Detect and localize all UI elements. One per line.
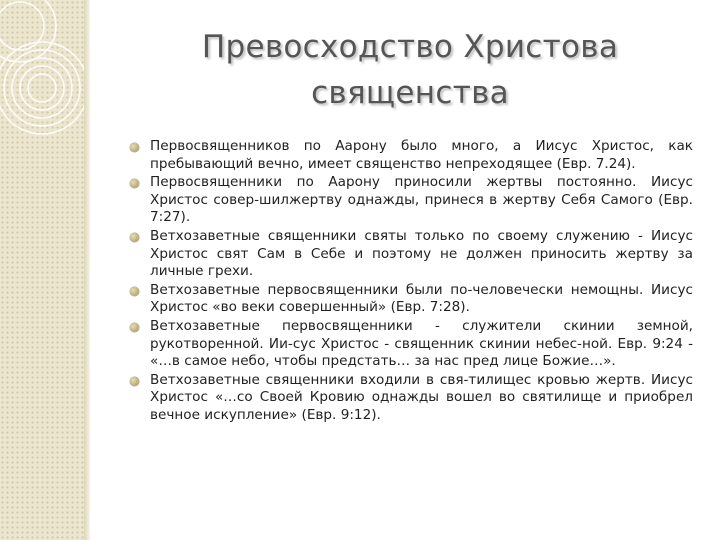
bullet-text: Ветхозаветные первосвященники были по-человечески немощны. Иисус Христос «во веки совершенный» (Евр. 7:28). [150, 281, 693, 316]
slide-title-line-1: Превосходство Христова [201, 29, 619, 65]
bullet-text: Первосвященников по Аарону было много, а Иисус Христос, как пребывающий вечно, имеет священство непреходящее (Евр. 7.24). [150, 138, 693, 172]
round-bullet-icon [130, 377, 139, 386]
slide-title [150, 24, 670, 116]
concentric-circles-decoration [0, 0, 84, 540]
bullet-text: Ветхозаветные священники святы только по своему служению - Иисус Христос свят Сам в Себе и поэтому не должен приносить жертву за личные грехи. [150, 227, 693, 280]
round-bullet-icon [130, 287, 139, 296]
side-panel-edge [84, 0, 90, 540]
bullet-item [128, 174, 693, 227]
round-bullet-icon [130, 143, 139, 152]
round-bullet-icon [130, 179, 139, 188]
round-bullet-icon [130, 323, 139, 332]
bullet-item [128, 318, 693, 371]
bullet-item [128, 138, 693, 173]
bullet-text: Первосвященники по Аарону приносили жертвы постоянно. Иисус Христос совер-шилжертву однажды, принеся в жертву Себя Самого (Евр. 7:27). [150, 174, 693, 226]
bullet-item [128, 372, 693, 425]
decorative-side-panel [0, 0, 84, 540]
bullet-text: Ветхозаветные священники входили в свя-тилищес кровью жертв. Иисус Христос «…со Своей Кровию однажды вошел во святилище и приобрел вечное искупление» (Евр. 9:12). [150, 371, 693, 423]
bullet-text: Ветхозаветные первосвященники - служители скинии земной, рукотворенной. Ии-сус Христос - священник скинии небес-ной. Евр. 9:24 - «…в самое небо, чтобы предстать… за нас пред лице Божие…». [150, 317, 693, 370]
bullet-list [128, 138, 693, 426]
slide-title-line-2: священства [311, 75, 509, 111]
bullet-item [128, 228, 693, 281]
bullet-item [128, 282, 693, 317]
round-bullet-icon [130, 233, 139, 242]
